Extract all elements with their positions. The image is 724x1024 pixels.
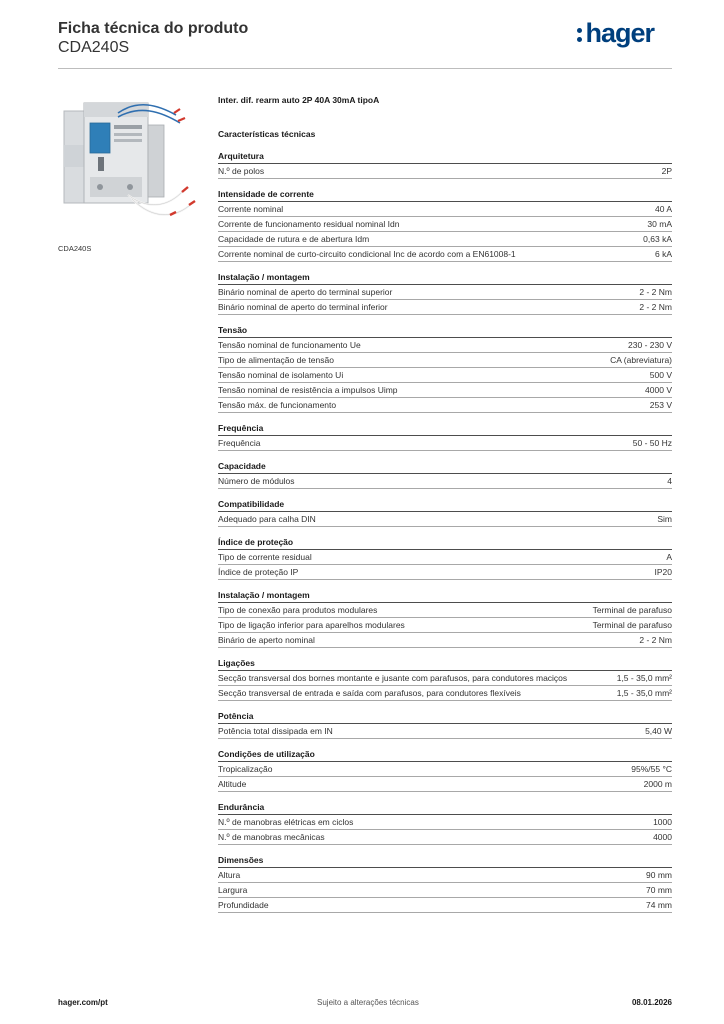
page-header	[58, 20, 672, 68]
spec-row	[218, 383, 672, 398]
spec-row	[218, 777, 672, 792]
spec-section	[218, 271, 672, 315]
spec-label: Largura	[218, 885, 248, 895]
section-title: Frequência	[218, 422, 672, 436]
spec-label: Binário de aperto nominal	[218, 635, 315, 645]
spec-label: Altitude	[218, 779, 247, 789]
spec-label: Binário nominal de aperto do terminal superior	[218, 287, 393, 297]
spec-label: Frequência	[218, 438, 261, 448]
spec-label: N.º de manobras elétricas em ciclos	[218, 817, 354, 827]
spec-value: 4000 V	[645, 385, 672, 395]
spec-value: 2 - 2 Nm	[639, 635, 672, 645]
spec-row	[218, 868, 672, 883]
section-title: Intensidade de corrente	[218, 188, 672, 202]
spec-value: 1,5 - 35,0 mm²	[616, 688, 672, 698]
spec-value: 6 kA	[654, 249, 672, 259]
spec-label: Índice de proteção IP	[218, 567, 299, 577]
spec-value: 0,63 kA	[643, 234, 672, 244]
spec-label: Tensão nominal de funcionamento Ue	[218, 340, 361, 350]
page-title: Ficha técnica do produto	[58, 20, 249, 37]
spec-value: 500 V	[649, 370, 672, 380]
spec-section	[218, 589, 672, 648]
spec-label: Tropicalização	[218, 764, 273, 774]
spec-value: IP20	[654, 567, 672, 577]
footer-date: 08.01.2026	[631, 998, 672, 1007]
section-title: Instalação / montagem	[218, 271, 672, 285]
spec-label: Tipo de ligação inferior para aparelhos modulares	[218, 620, 405, 630]
section-title: Capacidade	[218, 460, 672, 474]
spec-section	[218, 150, 672, 179]
spec-value: 1000	[653, 817, 672, 827]
spec-label: Secção transversal dos bornes montante e jusante com parafusos, para condutores maciços	[218, 673, 568, 683]
spec-row	[218, 474, 672, 489]
spec-section	[218, 854, 672, 913]
spec-row	[218, 164, 672, 179]
spec-value: 4	[667, 476, 672, 486]
spec-value: 4000	[653, 832, 672, 842]
spec-label: Corrente nominal de curto-circuito condicional Inc de acordo com a EN61008-1	[218, 249, 516, 259]
spec-value: Terminal de parafuso	[592, 620, 672, 630]
spec-row	[218, 550, 672, 565]
spec-value: Terminal de parafuso	[592, 605, 672, 615]
spec-section	[218, 748, 672, 792]
spec-section	[218, 498, 672, 527]
spec-row	[218, 686, 672, 701]
product-code: CDA240S	[58, 39, 130, 56]
spec-section	[218, 536, 672, 580]
spec-row	[218, 232, 672, 247]
spec-label: Tipo de alimentação de tensão	[218, 355, 334, 365]
spec-label: Tensão nominal de resistência a impulsos Uimp	[218, 385, 398, 395]
spec-row	[218, 565, 672, 580]
spec-label: Adequado para calha DIN	[218, 514, 316, 524]
spec-value: Sim	[657, 514, 672, 524]
spec-row	[218, 436, 672, 451]
spec-row	[218, 285, 672, 300]
spec-label: Tensão máx. de funcionamento	[218, 400, 337, 410]
section-title: Compatibilidade	[218, 498, 672, 512]
spec-value: A	[666, 552, 672, 562]
spec-row	[218, 353, 672, 368]
spec-row	[218, 883, 672, 898]
section-title: Condições de utilização	[218, 748, 672, 762]
section-title: Dimensões	[218, 854, 672, 868]
spec-value: 2 - 2 Nm	[639, 287, 672, 297]
spec-value: 253 V	[649, 400, 672, 410]
spec-label: Binário nominal de aperto do terminal inferior	[218, 302, 388, 312]
spec-value: 1,5 - 35,0 mm²	[616, 673, 672, 683]
spec-value: 2000 m	[643, 779, 672, 789]
section-title: Tensão	[218, 324, 672, 338]
spec-row	[218, 815, 672, 830]
section-title: Ligações	[218, 657, 672, 671]
spec-value: 2P	[661, 166, 672, 176]
spec-row	[218, 398, 672, 413]
header-divider	[58, 68, 672, 69]
product-image	[58, 95, 201, 238]
spec-label: Profundidade	[218, 900, 269, 910]
spec-row	[218, 762, 672, 777]
spec-label: N.º de manobras mecânicas	[218, 832, 325, 842]
spec-row	[218, 512, 672, 527]
spec-row	[218, 217, 672, 232]
spec-sections	[218, 150, 672, 913]
spec-row	[218, 724, 672, 739]
spec-value: 70 mm	[646, 885, 672, 895]
spec-section	[218, 657, 672, 701]
section-title: Potência	[218, 710, 672, 724]
footer-link[interactable]: hager.com/pt	[58, 998, 108, 1007]
spec-value: 95%/55 °C	[631, 764, 672, 774]
spec-row	[218, 247, 672, 262]
spec-label: N.º de polos	[218, 166, 265, 176]
spec-label: Altura	[218, 870, 241, 880]
spec-section	[218, 710, 672, 739]
spec-value: CA (abreviatura)	[610, 355, 672, 365]
spec-row	[218, 300, 672, 315]
spec-label: Corrente nominal	[218, 204, 284, 214]
spec-label: Capacidade de rutura e de abertura Idm	[218, 234, 370, 244]
spec-section	[218, 801, 672, 845]
spec-label: Tipo de conexão para produtos modulares	[218, 605, 378, 615]
spec-content	[218, 95, 672, 913]
page-footer	[58, 998, 672, 1012]
spec-row	[218, 202, 672, 217]
spec-row	[218, 368, 672, 383]
spec-row	[218, 633, 672, 648]
spec-value: 90 mm	[646, 870, 672, 880]
spec-row	[218, 830, 672, 845]
logo-dots-icon	[577, 28, 582, 42]
product-description: Inter. dif. rearm auto 2P 40A 30mA tipoA	[218, 95, 380, 105]
spec-label: Potência total dissipada em IN	[218, 726, 333, 736]
spec-value: 2 - 2 Nm	[639, 302, 672, 312]
image-caption: CDA240S	[58, 244, 92, 253]
spec-row	[218, 898, 672, 913]
spec-value: 230 - 230 V	[628, 340, 672, 350]
spec-value: 50 - 50 Hz	[632, 438, 672, 448]
spec-section	[218, 460, 672, 489]
section-title: Arquitetura	[218, 150, 672, 164]
footer-note: Sujeito a alterações técnicas	[317, 998, 419, 1007]
spec-value: 40 A	[654, 204, 672, 214]
spec-label: Secção transversal de entrada e saída com parafusos, para condutores flexíveis	[218, 688, 521, 698]
section-title: Endurância	[218, 801, 672, 815]
brand-name: hager	[585, 18, 654, 48]
spec-section	[218, 324, 672, 413]
section-title: Índice de proteção	[218, 536, 672, 550]
specs-heading: Características técnicas	[218, 129, 316, 139]
spec-value: 74 mm	[646, 900, 672, 910]
spec-label: Tensão nominal de isolamento Ui	[218, 370, 344, 380]
spec-value: 5,40 W	[645, 726, 672, 736]
spec-label: Corrente de funcionamento residual nominal Idn	[218, 219, 400, 229]
section-title: Instalação / montagem	[218, 589, 672, 603]
spec-label: Tipo de corrente residual	[218, 552, 312, 562]
spec-value: 30 mA	[647, 219, 672, 229]
spec-row	[218, 338, 672, 353]
spec-section	[218, 422, 672, 451]
spec-row	[218, 618, 672, 633]
brand-logo	[577, 18, 654, 48]
spec-section	[218, 188, 672, 262]
spec-row	[218, 603, 672, 618]
spec-row	[218, 671, 672, 686]
spec-label: Número de módulos	[218, 476, 295, 486]
